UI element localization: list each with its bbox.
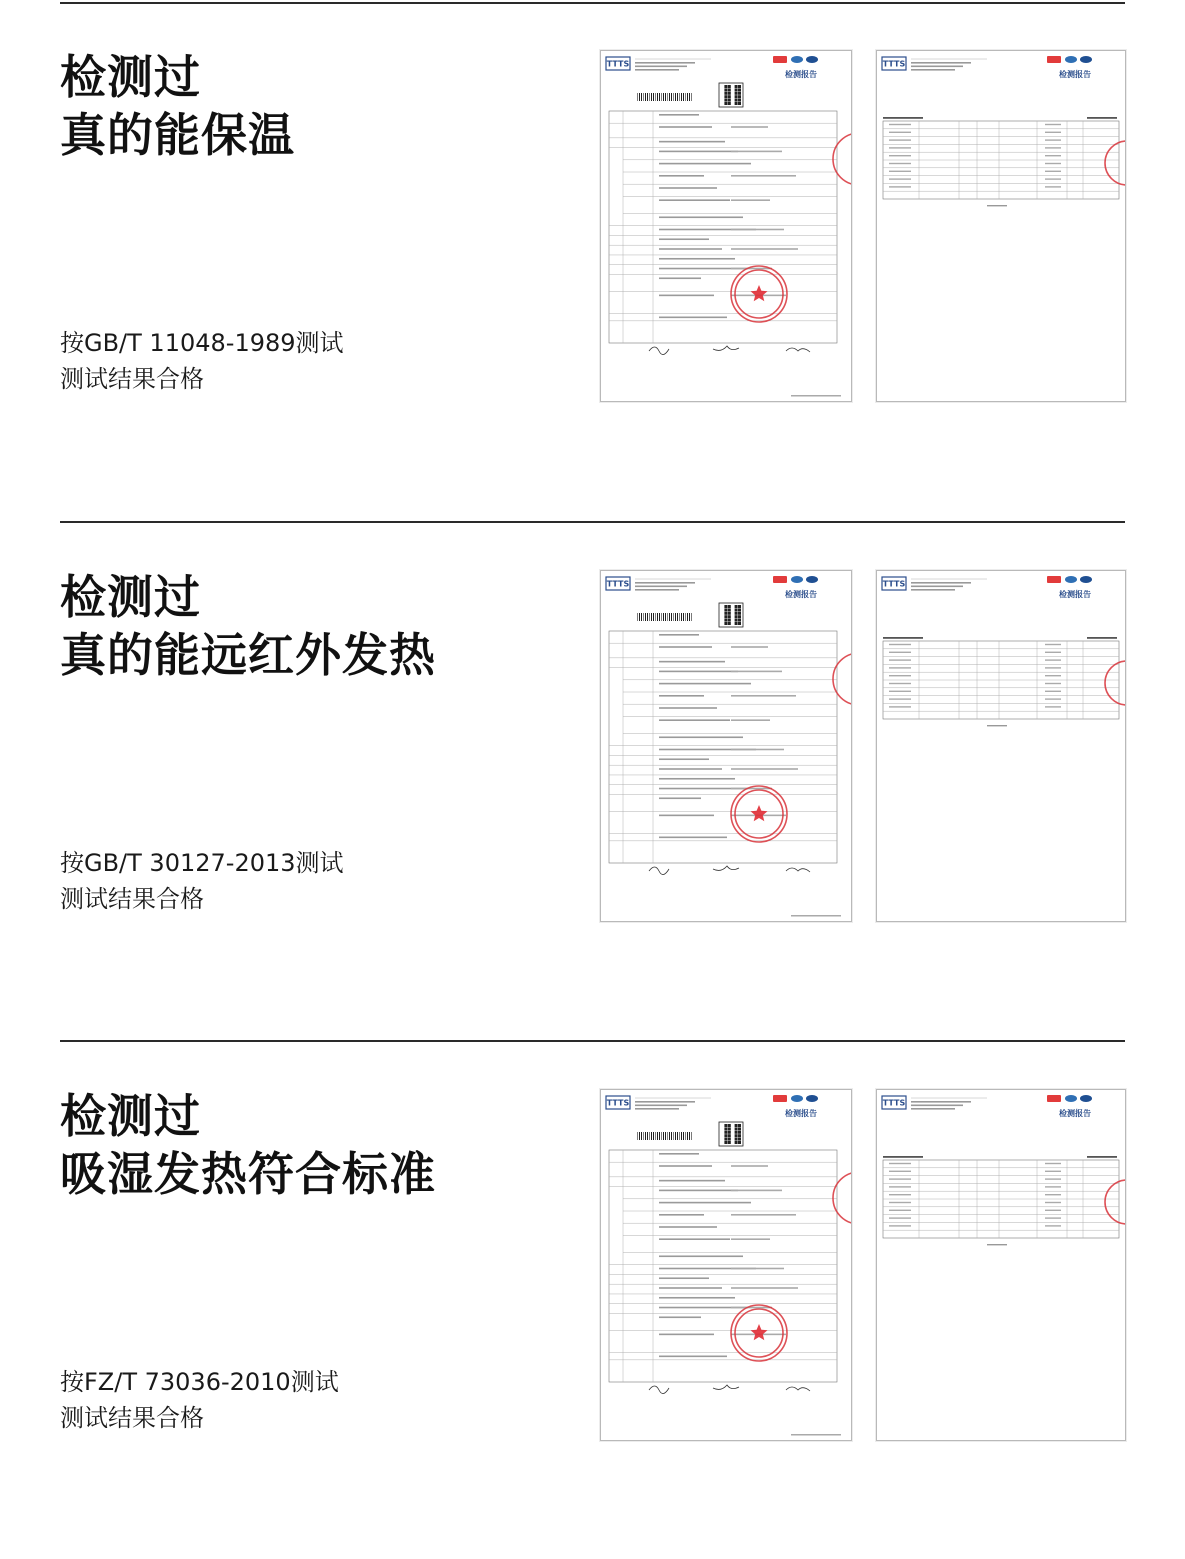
report-title: 检测报告	[785, 1109, 817, 1118]
report-title: 检测报告	[785, 590, 817, 599]
section-divider	[60, 2, 1125, 4]
section-headline	[60, 568, 436, 684]
section-divider	[60, 1040, 1125, 1042]
section-moisture-heat	[0, 1039, 1185, 1559]
section-divider	[60, 521, 1125, 523]
headline-line-2: 真的能保温	[60, 108, 295, 162]
test-standard: 按FZ/T 73036-2010测试	[60, 1368, 339, 1396]
test-result: 测试结果合格	[60, 1404, 204, 1432]
test-standard: 按GB/T 30127-2013测试	[60, 849, 344, 877]
report-logo: TTTS	[606, 579, 630, 589]
report-title: 检测报告	[785, 70, 817, 79]
test-note	[60, 1364, 339, 1436]
test-note	[60, 845, 344, 917]
report-page-1-image	[600, 1089, 852, 1441]
report-logo: TTTS	[606, 59, 630, 69]
test-result: 测试结果合格	[60, 885, 204, 913]
test-standard: 按GB/T 11048-1989测试	[60, 329, 344, 357]
report-title: 检测报告	[1059, 590, 1091, 599]
headline-line-1: 检测过	[60, 570, 201, 624]
section-headline	[60, 1087, 436, 1203]
report-logo: TTTS	[882, 579, 906, 589]
test-result: 测试结果合格	[60, 365, 204, 393]
section-far-infrared	[0, 520, 1185, 1040]
report-title: 检测报告	[1059, 70, 1091, 79]
headline-line-1: 检测过	[60, 50, 201, 104]
report-logo: TTTS	[882, 59, 906, 69]
test-note	[60, 325, 344, 397]
report-title: 检测报告	[1059, 1109, 1091, 1118]
report-logo: TTTS	[606, 1098, 630, 1108]
section-headline	[60, 48, 295, 164]
qr-code-icon	[719, 1122, 743, 1146]
headline-line-2: 吸湿发热符合标准	[60, 1147, 436, 1201]
report-logo: TTTS	[882, 1098, 906, 1108]
qr-code-icon	[719, 83, 743, 107]
report-page-2-image	[876, 570, 1126, 922]
headline-line-2: 真的能远红外发热	[60, 628, 436, 682]
qr-code-icon	[719, 603, 743, 627]
report-page-2-image	[876, 50, 1126, 402]
report-page-1-image	[600, 50, 852, 402]
report-page-2-image	[876, 1089, 1126, 1441]
report-page-1-image	[600, 570, 852, 922]
headline-line-1: 检测过	[60, 1089, 201, 1143]
section-thermal-insulation	[0, 0, 1185, 520]
